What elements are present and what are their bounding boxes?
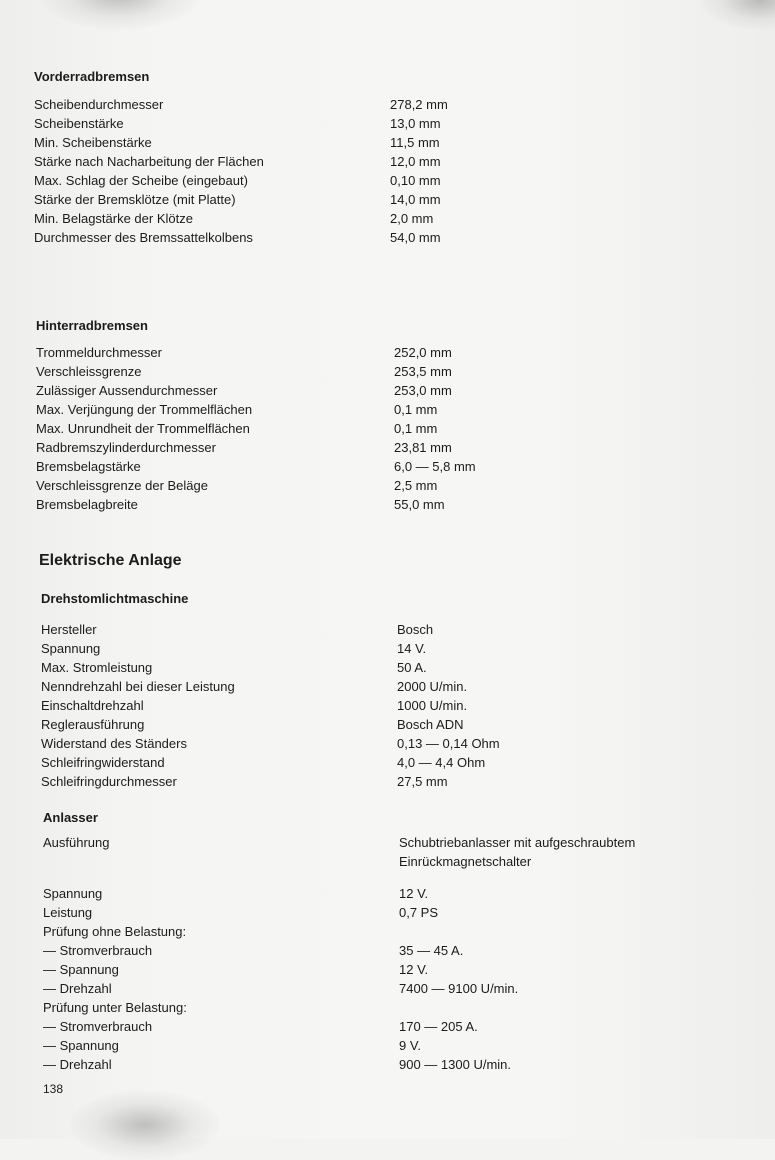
spec-row <box>36 381 756 400</box>
spec-row <box>41 620 761 639</box>
spec-value: 13,0 mm <box>390 116 441 131</box>
spec-row <box>41 753 761 772</box>
spec-label: — Stromverbrauch <box>43 943 153 958</box>
spec-value: 12 V. <box>399 886 429 901</box>
spec-value: 2000 U/min. <box>397 679 468 694</box>
spec-label: Spannung <box>41 641 101 656</box>
spec-row <box>36 476 756 495</box>
spec-label: Zulässiger Aussendurchmesser <box>36 383 218 398</box>
spec-value: 170 — 205 A. <box>399 1019 478 1034</box>
spec-row <box>41 658 761 677</box>
rear-brakes-section <box>36 318 756 514</box>
spec-value: Bosch ADN <box>397 717 464 732</box>
spec-row <box>34 133 754 152</box>
electrical-heading: Elektrische Anlage <box>39 552 182 569</box>
spec-label: Schleifringdurchmesser <box>41 774 177 789</box>
spec-value: 900 — 1300 U/min. <box>399 1057 512 1072</box>
spec-label: — Spannung <box>43 962 119 977</box>
spec-value: 12 V. <box>399 962 429 977</box>
rear-brakes-heading: Hinterradbremsen <box>36 318 148 333</box>
spec-label: Verschleissgrenze der Beläge <box>36 478 208 493</box>
spec-row <box>43 852 763 871</box>
spec-row <box>34 114 754 133</box>
starter-section <box>43 810 763 1074</box>
spec-row <box>41 734 761 753</box>
spec-row <box>43 922 763 941</box>
spec-label: Einschaltdrehzahl <box>41 698 144 713</box>
spec-row <box>43 1036 763 1055</box>
spec-row <box>36 343 756 362</box>
spec-label: — Drehzahl <box>43 1057 112 1072</box>
spec-row <box>41 772 761 791</box>
spec-value: 14 V. <box>397 641 427 656</box>
page-number: 138 <box>43 1082 64 1096</box>
spec-value: 0,10 mm <box>390 173 441 188</box>
spec-value: 2,5 mm <box>394 478 438 493</box>
spec-row <box>43 960 763 979</box>
spec-value: Einrückmagnetschalter <box>399 854 532 869</box>
spec-label: Radbremszylinderdurchmesser <box>36 440 216 455</box>
spec-row <box>34 209 754 228</box>
spec-label: Max. Unrundheit der Trommelflächen <box>36 421 250 436</box>
spec-label: — Drehzahl <box>43 981 112 996</box>
spec-value: 23,81 mm <box>394 440 452 455</box>
spec-row <box>36 457 756 476</box>
alternator-heading: Drehstomlichtmaschine <box>41 591 189 606</box>
spec-label: Trommeldurchmesser <box>36 345 162 360</box>
spec-label: — Spannung <box>43 1038 119 1053</box>
spec-row <box>36 400 756 419</box>
spec-value: 1000 U/min. <box>397 698 468 713</box>
spec-value: 252,0 mm <box>394 345 452 360</box>
spec-value: 0,1 mm <box>394 402 438 417</box>
spec-value: 0,7 PS <box>399 905 439 920</box>
spec-row <box>41 639 761 658</box>
spec-label: Hersteller <box>41 622 97 637</box>
spec-row <box>43 833 763 852</box>
spec-label: Verschleissgrenze <box>36 364 142 379</box>
spec-label: Min. Scheibenstärke <box>34 135 152 150</box>
spec-value: 12,0 mm <box>390 154 441 169</box>
spec-label: Widerstand des Ständers <box>41 736 187 751</box>
spec-value: 4,0 — 4,4 Ohm <box>397 755 486 770</box>
spec-value: 35 — 45 A. <box>399 943 464 958</box>
front-brakes-list <box>34 95 754 247</box>
spec-label: Bremsbelagbreite <box>36 497 138 512</box>
spec-label: Max. Schlag der Scheibe (eingebaut) <box>34 173 248 188</box>
spec-label: Stärke nach Nacharbeitung der Flächen <box>34 154 264 169</box>
spec-row <box>43 998 763 1017</box>
spec-row <box>41 696 761 715</box>
spec-row <box>43 1055 763 1074</box>
spec-value: 50 A. <box>397 660 427 675</box>
spec-row <box>34 95 754 114</box>
spec-label: Durchmesser des Bremssattelkolbens <box>34 230 253 245</box>
spec-row <box>36 419 756 438</box>
spec-label: Bremsbelagstärke <box>36 459 141 474</box>
spec-label: Leistung <box>43 905 93 920</box>
spec-row <box>34 152 754 171</box>
spec-row <box>36 362 756 381</box>
spec-label: Prüfung unter Belastung: <box>43 1000 187 1015</box>
alternator-section <box>41 591 761 791</box>
spec-value: 2,0 mm <box>390 211 434 226</box>
rear-brakes-list <box>36 343 756 514</box>
spec-label: Nenndrehzahl bei dieser Leistung <box>41 679 235 694</box>
spec-value: Bosch <box>397 622 434 637</box>
spec-value: 0,1 mm <box>394 421 438 436</box>
spec-value: 14,0 mm <box>390 192 441 207</box>
spec-value: 278,2 mm <box>390 97 448 112</box>
spec-value: 253,0 mm <box>394 383 452 398</box>
spec-value: 253,5 mm <box>394 364 452 379</box>
spec-row <box>34 171 754 190</box>
spec-row <box>43 884 763 903</box>
spec-value: 7400 — 9100 U/min. <box>399 981 519 996</box>
spec-label: Prüfung ohne Belastung: <box>43 924 187 939</box>
spec-label: Min. Belagstärke der Klötze <box>34 211 193 226</box>
starter-heading: Anlasser <box>43 810 98 825</box>
spec-row <box>34 228 754 247</box>
spec-label: Scheibenstärke <box>34 116 124 131</box>
spec-value: 27,5 mm <box>397 774 448 789</box>
spec-label: Spannung <box>43 886 103 901</box>
spec-value: 55,0 mm <box>394 497 445 512</box>
spec-label: Ausführung <box>43 835 110 850</box>
spec-label: Max. Verjüngung der Trommelflächen <box>36 402 253 417</box>
stain-top-left <box>40 0 200 30</box>
alternator-list <box>41 620 761 791</box>
spec-row <box>43 941 763 960</box>
spec-value: Schubtriebanlasser mit aufgeschraubtem <box>399 835 636 850</box>
spec-row <box>36 495 756 514</box>
spec-row <box>41 715 761 734</box>
spec-row <box>34 190 754 209</box>
spec-value: 9 V. <box>399 1038 421 1053</box>
spec-value: 11,5 mm <box>390 135 440 150</box>
front-brakes-heading: Vorderradbremsen <box>34 69 150 84</box>
spec-label: Stärke der Bremsklötze (mit Platte) <box>34 192 236 207</box>
stain-top-right <box>700 0 775 30</box>
front-brakes-section <box>34 69 754 247</box>
spec-row <box>43 903 763 922</box>
spec-value: 54,0 mm <box>390 230 441 245</box>
spec-label: Scheibendurchmesser <box>34 97 164 112</box>
spec-label: Max. Stromleistung <box>41 660 153 675</box>
spec-label: Schleifringwiderstand <box>41 755 165 770</box>
stain-bottom-left <box>70 1090 220 1160</box>
spec-row <box>43 979 763 998</box>
spec-value: 6,0 — 5,8 mm <box>394 459 476 474</box>
spec-label: Reglerausführung <box>41 717 145 732</box>
spec-row <box>36 438 756 457</box>
spec-row <box>43 1017 763 1036</box>
starter-list <box>43 833 763 1074</box>
spec-label: — Stromverbrauch <box>43 1019 153 1034</box>
spec-value: 0,13 — 0,14 Ohm <box>397 736 500 751</box>
electrical-section <box>39 551 759 571</box>
spec-row <box>41 677 761 696</box>
